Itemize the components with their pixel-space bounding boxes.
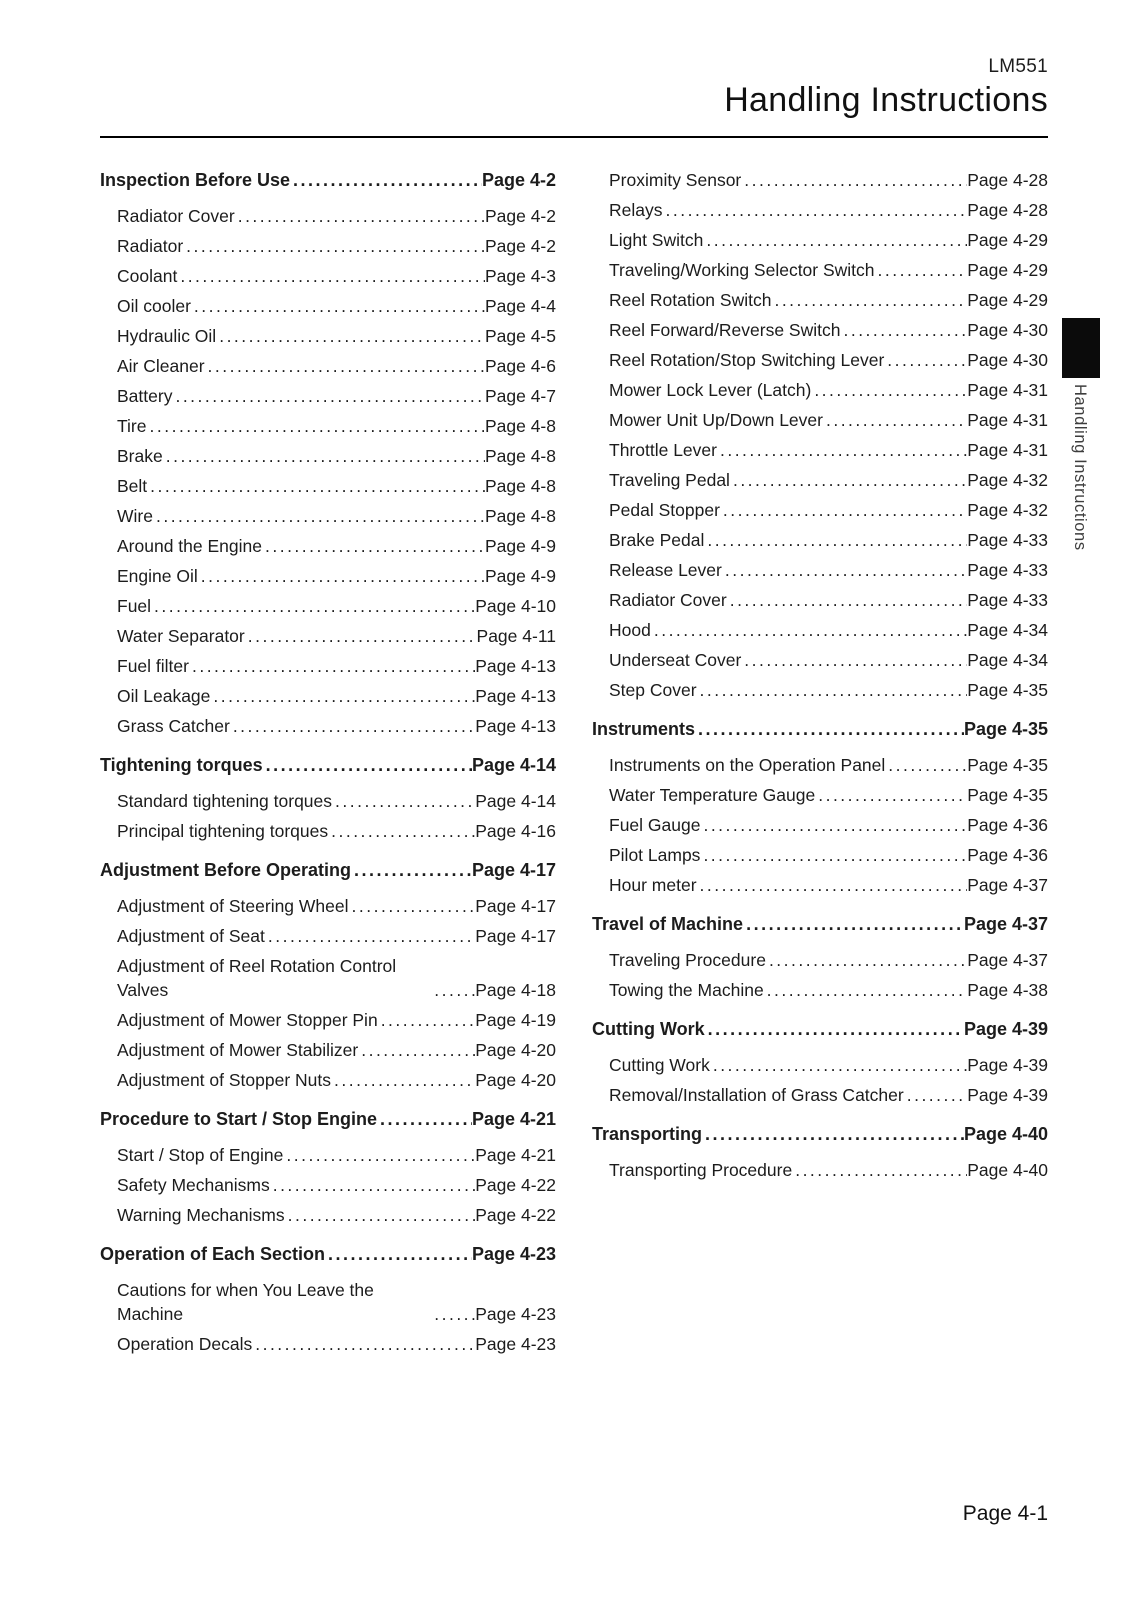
toc-entry: [592, 498, 1048, 522]
toc-entry-label: Wire: [117, 506, 153, 526]
toc-entry-label: Tire: [117, 416, 147, 436]
toc-section-label: Procedure to Start / Stop Engine: [100, 1109, 378, 1129]
toc-entry-label: Adjustment of Steering Wheel: [117, 896, 349, 916]
toc-entry: [592, 258, 1048, 282]
toc-entry: [592, 408, 1048, 432]
toc-entry: [100, 894, 556, 918]
toc-entry-label: Principal tightening torques: [117, 821, 329, 841]
toc-entry-label: Battery: [117, 386, 173, 406]
toc-entry: [100, 954, 556, 1002]
dot-leader: [377, 1107, 472, 1131]
dot-leader: [151, 594, 475, 618]
toc-entry-page: Page 4-36: [967, 815, 1048, 835]
dot-leader: [331, 1068, 475, 1092]
toc-entry-label: Adjustment of Mower Stabilizer: [117, 1040, 359, 1060]
toc-entry-label: Pilot Lamps: [609, 845, 701, 865]
toc-entry-label: Traveling/Working Selector Switch: [609, 260, 875, 280]
toc-entry-label: Mower Unit Up/Down Lever: [609, 410, 823, 430]
toc-entry: [100, 534, 556, 558]
dot-leader: [153, 504, 485, 528]
toc-entry: [100, 504, 556, 528]
toc-entry-label: Fuel filter: [117, 656, 189, 676]
toc-entry-label: Warning Mechanisms: [117, 1205, 285, 1225]
toc-entry-page: Page 4-17: [475, 926, 556, 946]
toc-entry-page: Page 4-29: [967, 260, 1048, 280]
dot-leader: [700, 843, 967, 867]
dot-leader: [722, 558, 967, 582]
toc-entry-page: Page 4-8: [484, 506, 556, 526]
toc-entry-label: Relays: [609, 200, 663, 220]
dot-leader: [695, 717, 964, 741]
toc-section-page: Page 4-37: [963, 914, 1048, 934]
toc-entry: [592, 618, 1048, 642]
toc-entry-label: Cutting Work: [609, 1055, 710, 1075]
toc-entry-page: Page 4-9: [484, 536, 556, 556]
page-title: Handling Instructions: [724, 81, 1048, 119]
toc-entry-page: Page 4-34: [967, 650, 1048, 670]
toc-entry: [100, 1008, 556, 1032]
toc-entry: [592, 648, 1048, 672]
dot-leader: [717, 438, 967, 462]
toc-entry: [592, 843, 1048, 867]
toc-entry: [592, 558, 1048, 582]
page-header: [100, 56, 1048, 120]
toc-entry: [100, 654, 556, 678]
toc-entry: [100, 264, 556, 288]
toc-entry-label: Reel Rotation/Stop Switching Lever: [609, 350, 885, 370]
toc-entry-label: Transporting Procedure: [609, 1160, 793, 1180]
toc-entry-page: Page 4-6: [484, 356, 556, 376]
dot-leader: [885, 753, 967, 777]
dot-leader: [262, 534, 485, 558]
toc-entry-page: Page 4-35: [967, 755, 1048, 775]
toc-entry: [592, 1053, 1048, 1077]
toc-entry-label: Water Temperature Gauge: [609, 785, 816, 805]
dot-leader: [325, 1242, 472, 1266]
toc-section-header: [100, 1242, 556, 1266]
toc-entry-label: Adjustment of Reel Rotation Control Valves: [117, 956, 397, 1000]
toc-entry-page: Page 4-18: [475, 980, 556, 1000]
toc-section-header: [100, 168, 556, 192]
toc-section-page: Page 4-17: [471, 860, 556, 880]
toc-entry-label: Brake: [117, 446, 163, 466]
toc-entry-label: Adjustment of Stopper Nuts: [117, 1070, 331, 1090]
toc-entry-label: Hood: [609, 620, 651, 640]
toc-entry-label: Adjustment of Mower Stopper Pin: [117, 1010, 378, 1030]
toc-entry-page: Page 4-16: [475, 821, 556, 841]
toc-entry-label: Coolant: [117, 266, 178, 286]
toc-section-label: Transporting: [592, 1124, 703, 1144]
toc-entry: [100, 1173, 556, 1197]
chapter-tab-label: Handling Instructions: [1071, 384, 1089, 551]
toc-entry-page: Page 4-31: [967, 440, 1048, 460]
toc-entry-page: Page 4-32: [967, 500, 1048, 520]
page-number: Page 4-1: [962, 1502, 1048, 1525]
toc-entry-label: Standard tightening torques: [117, 791, 333, 811]
toc-entry: [100, 1203, 556, 1227]
toc-entry-page: Page 4-39: [967, 1055, 1048, 1075]
dot-leader: [875, 258, 968, 282]
toc-section-header: [100, 1107, 556, 1131]
toc-entry-label: Light Switch: [609, 230, 704, 250]
dot-leader: [191, 294, 485, 318]
toc-entry: [100, 384, 556, 408]
dot-leader: [172, 384, 485, 408]
toc-entry: [592, 1158, 1048, 1182]
toc-entry-page: Page 4-22: [475, 1205, 556, 1225]
dot-leader: [198, 564, 485, 588]
toc-entry: [592, 783, 1048, 807]
toc-entry-page: Page 4-36: [967, 845, 1048, 865]
toc-section-page: Page 4-14: [471, 755, 556, 775]
dot-leader: [771, 288, 967, 312]
dot-leader: [697, 873, 968, 897]
toc-entry-page: Page 4-20: [475, 1070, 556, 1090]
dot-leader: [764, 978, 968, 1002]
dot-leader: [741, 168, 967, 192]
toc-section-label: Instruments: [592, 719, 696, 739]
toc-entry: [592, 228, 1048, 252]
toc-entry-label: Removal/Installation of Grass Catcher: [609, 1085, 904, 1105]
toc-entry-page: Page 4-8: [484, 476, 556, 496]
toc-entry-label: Instruments on the Operation Panel: [609, 755, 886, 775]
dot-leader: [766, 948, 967, 972]
toc-entry-page: Page 4-28: [967, 170, 1048, 190]
toc-entry: [592, 288, 1048, 312]
dot-leader: [704, 528, 967, 552]
toc-entry: [592, 378, 1048, 402]
toc-entry-page: Page 4-13: [475, 686, 556, 706]
toc-entry: [100, 1143, 556, 1167]
toc-entry: [100, 354, 556, 378]
dot-leader: [252, 1332, 475, 1356]
toc-entry-label: Cautions for when You Leave the Machine: [117, 1280, 374, 1324]
dot-leader: [792, 1158, 967, 1182]
toc-entry: [592, 753, 1048, 777]
toc-entry-label: Brake Pedal: [609, 530, 705, 550]
toc-entry-page: Page 4-3: [484, 266, 556, 286]
toc-entry-page: Page 4-5: [484, 326, 556, 346]
dot-leader: [245, 624, 477, 648]
toc-entry: [100, 684, 556, 708]
toc-section-header: [592, 1122, 1048, 1146]
dot-leader: [741, 648, 967, 672]
toc-entry-label: Underseat Cover: [609, 650, 742, 670]
toc-entry: [592, 438, 1048, 462]
dot-leader: [183, 234, 485, 258]
toc-entry-page: Page 4-4: [484, 296, 556, 316]
toc-entry-label: Traveling Procedure: [609, 950, 766, 970]
toc-entry-page: Page 4-29: [967, 290, 1048, 310]
toc-section-header: [592, 912, 1048, 936]
dot-leader: [349, 894, 476, 918]
dot-leader: [332, 789, 475, 813]
toc-entry-label: Reel Rotation Switch: [609, 290, 772, 310]
dot-leader: [730, 468, 967, 492]
toc-entry-page: Page 4-33: [967, 560, 1048, 580]
toc-entry-page: Page 4-21: [475, 1145, 556, 1165]
toc-entry: [100, 1068, 556, 1092]
dot-leader: [663, 198, 968, 222]
dot-leader: [283, 1143, 475, 1167]
dot-leader: [702, 1122, 964, 1146]
toc-entry-page: Page 4-22: [475, 1175, 556, 1195]
dot-leader: [270, 1173, 476, 1197]
toc-entry-page: Page 4-20: [475, 1040, 556, 1060]
toc-entry-page: Page 4-19: [475, 1010, 556, 1030]
toc-entry: [592, 468, 1048, 492]
dot-leader: [840, 318, 967, 342]
dot-leader: [235, 204, 485, 228]
toc-entry-page: Page 4-11: [476, 626, 556, 646]
toc-entry-page: Page 4-8: [484, 446, 556, 466]
toc-entry-page: Page 4-7: [484, 386, 556, 406]
toc-entry-label: Radiator Cover: [117, 206, 235, 226]
toc-section-header: [592, 1017, 1048, 1041]
toc-entry-label: Oil Leakage: [117, 686, 211, 706]
dot-leader: [216, 324, 485, 348]
toc-entry-page: Page 4-35: [967, 680, 1048, 700]
toc-entry: [592, 813, 1048, 837]
dot-leader: [358, 1038, 475, 1062]
toc-entry: [100, 1278, 556, 1326]
toc-entry: [100, 624, 556, 648]
toc-entry-page: Page 4-33: [967, 590, 1048, 610]
toc-section-page: Page 4-2: [481, 170, 556, 190]
toc-entry-page: Page 4-17: [475, 896, 556, 916]
toc-section-page: Page 4-40: [963, 1124, 1048, 1144]
dot-leader: [823, 408, 967, 432]
toc-entry: [592, 198, 1048, 222]
toc-section-label: Operation of Each Section: [100, 1244, 326, 1264]
toc-entry-label: Fuel Gauge: [609, 815, 701, 835]
toc-section-header: [592, 717, 1048, 741]
toc-entry-label: Towing the Machine: [609, 980, 764, 1000]
dot-leader: [265, 924, 475, 948]
dot-leader: [210, 684, 475, 708]
toc-entry-page: Page 4-31: [967, 380, 1048, 400]
dot-leader: [720, 498, 967, 522]
toc-entry-page: Page 4-33: [967, 530, 1048, 550]
dot-leader: [263, 753, 472, 777]
toc-entry-label: Hydraulic Oil: [117, 326, 217, 346]
dot-leader: [285, 1203, 476, 1227]
dot-leader: [697, 678, 968, 702]
toc-entry-page: Page 4-2: [484, 236, 556, 256]
dot-leader: [328, 819, 475, 843]
toc-entry-label: Belt: [117, 476, 148, 496]
toc-entry: [100, 1332, 556, 1356]
toc-entry-label: Start / Stop of Engine: [117, 1145, 284, 1165]
dot-leader: [163, 444, 485, 468]
toc-entry: [592, 1083, 1048, 1107]
toc: [100, 168, 1048, 1362]
toc-entry-page: Page 4-37: [967, 875, 1048, 895]
toc-entry-label: Mower Lock Lever (Latch): [609, 380, 812, 400]
toc-entry-label: Pedal Stopper: [609, 500, 720, 520]
toc-section-header: [100, 753, 556, 777]
toc-entry-page: Page 4-30: [967, 350, 1048, 370]
dot-leader: [904, 1083, 968, 1107]
toc-section-label: Adjustment Before Operating: [100, 860, 352, 880]
dot-leader: [727, 588, 968, 612]
toc-entry: [100, 714, 556, 738]
model-number: LM551: [988, 56, 1048, 77]
toc-entry-page: Page 4-40: [967, 1160, 1048, 1180]
toc-entry-page: Page 4-28: [967, 200, 1048, 220]
toc-entry-page: Page 4-30: [967, 320, 1048, 340]
toc-column-left: [100, 168, 556, 1362]
toc-entry: [592, 168, 1048, 192]
toc-entry-label: Step Cover: [609, 680, 697, 700]
toc-entry: [100, 444, 556, 468]
toc-entry: [592, 978, 1048, 1002]
toc-entry-label: Radiator: [117, 236, 184, 256]
toc-entry-label: Air Cleaner: [117, 356, 205, 376]
toc-entry-page: Page 4-29: [967, 230, 1048, 250]
toc-entry-page: Page 4-32: [967, 470, 1048, 490]
toc-entry-label: Operation Decals: [117, 1334, 253, 1354]
toc-entry-label: Reel Forward/Reverse Switch: [609, 320, 841, 340]
toc-entry-page: Page 4-13: [475, 656, 556, 676]
toc-entry-page: Page 4-9: [484, 566, 556, 586]
header-rule: [100, 136, 1048, 138]
toc-entry-page: Page 4-10: [475, 596, 556, 616]
toc-section-page: Page 4-21: [471, 1109, 556, 1129]
toc-entry-page: Page 4-34: [967, 620, 1048, 640]
toc-section-label: Inspection Before Use: [100, 170, 291, 190]
dot-leader: [177, 264, 485, 288]
dot-leader: [815, 783, 967, 807]
toc-entry-page: Page 4-13: [475, 716, 556, 736]
dot-leader: [651, 618, 967, 642]
toc-entry-page: Page 4-37: [967, 950, 1048, 970]
toc-entry: [100, 324, 556, 348]
dot-leader: [710, 1053, 967, 1077]
toc-entry-label: Traveling Pedal: [609, 470, 730, 490]
dot-leader: [189, 654, 475, 678]
toc-entry: [100, 294, 556, 318]
toc-section-label: Tightening torques: [100, 755, 263, 775]
dot-leader: [431, 1302, 475, 1326]
toc-entry: [100, 414, 556, 438]
dot-leader: [290, 168, 482, 192]
toc-entry: [100, 924, 556, 948]
dot-leader: [205, 354, 485, 378]
toc-entry-label: Engine Oil: [117, 566, 198, 586]
dot-leader: [703, 228, 967, 252]
toc-entry: [100, 1038, 556, 1062]
toc-entry-page: Page 4-23: [475, 1334, 556, 1354]
toc-entry: [592, 678, 1048, 702]
dot-leader: [147, 474, 485, 498]
toc-entry-label: Oil cooler: [117, 296, 191, 316]
toc-entry-label: Adjustment of Seat: [117, 926, 265, 946]
toc-entry-label: Radiator Cover: [609, 590, 727, 610]
dot-leader: [147, 414, 485, 438]
toc-entry: [100, 204, 556, 228]
dot-leader: [230, 714, 475, 738]
toc-entry: [592, 588, 1048, 612]
toc-entry-label: Fuel: [117, 596, 152, 616]
toc-entry-page: Page 4-31: [967, 410, 1048, 430]
dot-leader: [351, 858, 472, 882]
toc-entry: [592, 348, 1048, 372]
toc-entry-label: Around the Engine: [117, 536, 262, 556]
toc-entry-page: Page 4-35: [967, 785, 1048, 805]
toc-entry: [592, 873, 1048, 897]
toc-entry-label: Hour meter: [609, 875, 697, 895]
toc-entry-label: Proximity Sensor: [609, 170, 742, 190]
toc-entry: [100, 474, 556, 498]
toc-entry: [100, 789, 556, 813]
toc-entry: [100, 234, 556, 258]
toc-entry-page: Page 4-2: [484, 206, 556, 226]
dot-leader: [884, 348, 967, 372]
toc-entry: [100, 819, 556, 843]
toc-entry: [592, 528, 1048, 552]
toc-column-right: [592, 168, 1048, 1362]
dot-leader: [431, 978, 475, 1002]
toc-entry: [592, 318, 1048, 342]
toc-entry-page: Page 4-8: [484, 416, 556, 436]
toc-entry: [592, 948, 1048, 972]
dot-leader: [705, 1017, 964, 1041]
toc-entry-page: Page 4-23: [475, 1304, 556, 1324]
toc-entry: [100, 564, 556, 588]
toc-entry-page: Page 4-38: [967, 980, 1048, 1000]
toc-entry: [100, 594, 556, 618]
dot-leader: [811, 378, 967, 402]
toc-section-label: Travel of Machine: [592, 914, 744, 934]
toc-section-page: Page 4-23: [471, 1244, 556, 1264]
toc-entry-label: Grass Catcher: [117, 716, 230, 736]
toc-entry-page: Page 4-14: [475, 791, 556, 811]
toc-entry-page: Page 4-39: [967, 1085, 1048, 1105]
toc-section-label: Cutting Work: [592, 1019, 705, 1039]
toc-section-page: Page 4-39: [963, 1019, 1048, 1039]
dot-leader: [700, 813, 967, 837]
dot-leader: [378, 1008, 476, 1032]
toc-entry-label: Throttle Lever: [609, 440, 717, 460]
toc-entry-label: Safety Mechanisms: [117, 1175, 270, 1195]
toc-entry-label: Release Lever: [609, 560, 722, 580]
toc-entry-label: Water Separator: [117, 626, 245, 646]
dot-leader: [743, 912, 964, 936]
toc-section-header: [100, 858, 556, 882]
chapter-tab-marker: [1062, 318, 1100, 378]
toc-section-page: Page 4-35: [963, 719, 1048, 739]
